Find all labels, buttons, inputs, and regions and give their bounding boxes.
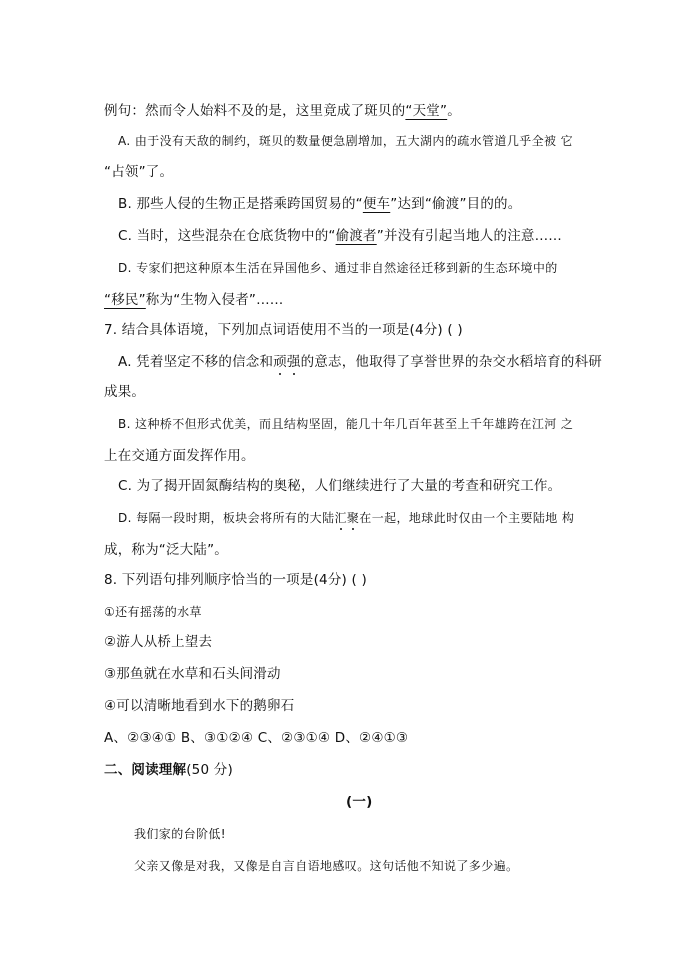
- q7-option-a-line2: 成果。: [104, 384, 146, 400]
- q6-c-suffix: ”并没有引起当地人的注意……: [376, 228, 563, 244]
- q7-option-b-line1: B. 这种桥不但形式优美，而且结构坚固，能几十年几百年甚至上千年雄跨在江河 之: [118, 417, 574, 431]
- q8-stem: 8. 下列语句排列顺序恰当的一项是(4分) ( ): [104, 572, 367, 588]
- q6-c-underlined: 偷渡者: [335, 228, 377, 244]
- example-text: 例句：然而令人始料不及的是，这里竟成了斑贝的: [104, 103, 406, 119]
- q7-d-dotted-char-1: 汇: [334, 511, 347, 525]
- q7-a-dotted-char-2: 强: [286, 354, 301, 370]
- q7-option-c: C. 为了揭开固氮酶结构的奥秘，人们继续进行了大量的考查和研究工作。: [118, 478, 562, 494]
- q7-d-dotted-char-2: 聚: [346, 511, 360, 525]
- q7-a-dotted-char-1: 顽: [273, 354, 287, 370]
- example-suffix: 。: [447, 103, 461, 119]
- passage-line-1: 我们家的台阶低!: [134, 827, 227, 841]
- q8-item-2: ②游人从桥上望去: [104, 634, 213, 650]
- section-title: 二、阅读理解: [104, 762, 187, 778]
- q8-item-3: ③那鱼就在水草和石头间滑动: [104, 666, 281, 682]
- q7-option-d-line1: [118, 508, 574, 528]
- q6-option-d-line2: [104, 290, 284, 310]
- q7-option-a-line1: [118, 352, 602, 372]
- q6-d-underlined: “移民”: [104, 292, 146, 308]
- q6-option-b: [118, 194, 521, 214]
- q8-item-1: ①还有摇荡的水草: [104, 605, 202, 619]
- passage-number: (一): [346, 794, 373, 810]
- q6-option-a-line2: “占领”了。: [104, 164, 174, 180]
- q6-c-text: C. 当时，这些混杂在仓底货物中的“: [118, 228, 336, 244]
- q6-option-a-line1: A. 由于没有天敌的制约，斑贝的数量便急剧增加，五大湖内的疏水管道几乎全被 它: [118, 134, 574, 148]
- q7-d-text-end: 在一起，地球此时仅由一个主要陆地 构: [359, 511, 575, 525]
- q7-d-text: D. 每隔一段时期，板块会将所有的大陆: [118, 511, 335, 525]
- q6-option-c: [118, 226, 562, 246]
- example-underlined: “天堂”: [405, 103, 448, 119]
- q6-b-text: B. 那些人侵的生物正是搭乘跨国贸易的“: [118, 196, 363, 212]
- section-heading: [104, 760, 233, 780]
- q7-a-text: A. 凭着坚定不移的信念和: [118, 354, 274, 370]
- q7-option-b-line2: 上在交通方面发挥作用。: [104, 448, 255, 464]
- q7-a-text-end: 的意志，他取得了享誉世界的杂交水稻培育的科研: [300, 354, 602, 370]
- q7-stem: 7. 结合具体语境，下列加点词语使用不当的一项是(4分) ( ): [104, 322, 463, 338]
- q8-item-4: ④可以清晰地看到水下的鹅卵石: [104, 698, 295, 714]
- passage-line-2: 父亲又像是对我，又像是自言自语地感叹。这句话他不知说了多少遍。: [134, 859, 519, 873]
- example-sentence: [104, 101, 461, 121]
- q6-b-underlined: 便车: [362, 196, 391, 212]
- q6-b-suffix: ”达到“偷渡”目的的。: [390, 196, 522, 212]
- q6-option-d-line1: D. 专家们把这种原本生活在异国他乡、通过非自然途径迁移到新的生态环境中的: [118, 261, 558, 275]
- q8-choices: A、②③④① B、③①②④ C、②③①④ D、②④①③: [104, 730, 409, 746]
- q6-d-suffix: 称为“生物入侵者”……: [145, 292, 284, 308]
- section-score: (50 分): [186, 762, 233, 778]
- q7-option-d-line2: 成，称为“泛大陆”。: [104, 542, 228, 558]
